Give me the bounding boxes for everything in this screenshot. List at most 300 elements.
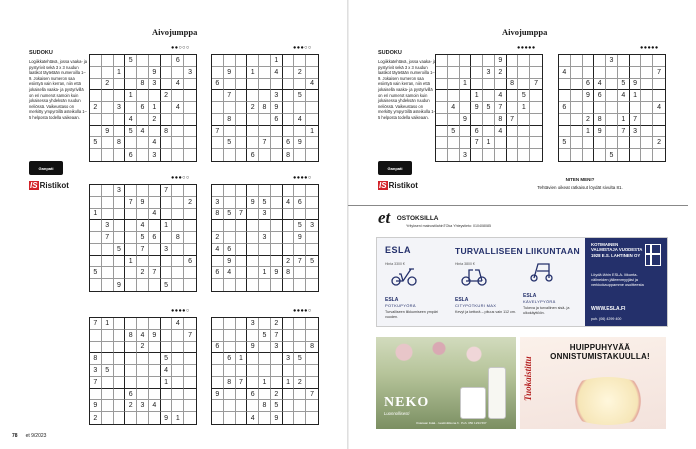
sudoku-cell bbox=[247, 353, 259, 365]
rollator-icon bbox=[529, 262, 555, 282]
sudoku-grid bbox=[211, 317, 319, 425]
sudoku-cell bbox=[259, 114, 271, 126]
sudoku-cell bbox=[294, 102, 306, 114]
sudoku-cell: 9 bbox=[224, 67, 236, 79]
product-price: Hinta 3300 € bbox=[385, 262, 405, 266]
sudoku-cell bbox=[236, 232, 248, 244]
sudoku-cell: 1 bbox=[236, 353, 248, 365]
sudoku-cell bbox=[172, 377, 184, 389]
product-price: Hinta 3800 € bbox=[455, 262, 475, 266]
sudoku-cell bbox=[247, 377, 259, 389]
sudoku-cell: 9 bbox=[247, 197, 259, 209]
sudoku-cell: 1 bbox=[460, 79, 472, 91]
sudoku-cell: 9 bbox=[212, 389, 224, 401]
sudoku-cell bbox=[641, 67, 653, 79]
sudoku-cell bbox=[102, 90, 114, 102]
sudoku-cell: 4 bbox=[149, 209, 161, 221]
sudoku-cell bbox=[306, 67, 318, 79]
sudoku-cell bbox=[630, 67, 642, 79]
sudoku-cell bbox=[172, 400, 184, 412]
sudoku-cell bbox=[283, 389, 295, 401]
sudoku-cell bbox=[259, 149, 271, 161]
sudoku-cell: 9 bbox=[271, 412, 283, 424]
sudoku-cell: 3 bbox=[460, 149, 472, 161]
cake-image bbox=[560, 377, 656, 425]
sudoku-cell bbox=[149, 412, 161, 424]
sudoku-cell: 9 bbox=[224, 256, 236, 268]
sudoku-cell: 7 bbox=[507, 114, 519, 126]
sudoku-cell: 5 bbox=[271, 400, 283, 412]
sudoku-cell bbox=[483, 126, 495, 138]
sudoku-cell bbox=[137, 256, 149, 268]
sudoku-cell: 6 bbox=[184, 256, 196, 268]
sudoku-cell: 3 bbox=[114, 185, 126, 197]
sudoku-cell bbox=[271, 137, 283, 149]
sudoku-cell: 7 bbox=[90, 318, 102, 330]
sudoku-cell: 4 bbox=[559, 67, 571, 79]
sudoku-cell bbox=[641, 55, 653, 67]
sudoku-cell bbox=[212, 353, 224, 365]
sudoku-cell bbox=[306, 353, 318, 365]
sudoku-cell bbox=[224, 149, 236, 161]
sudoku-cell bbox=[224, 79, 236, 91]
sudoku-cell bbox=[271, 220, 283, 232]
sudoku-cell bbox=[236, 90, 248, 102]
sudoku-grid bbox=[89, 317, 197, 425]
left-sudoku-text: Logiikkatehtävä, jossa vaaka- ja pystyrivit sekä 3 x 3 ruudun laatikot täytetään numeroilla 1–9. Jokaisen numeron saa esiintyä vain kerran, niin että jokaisella vaaka- ja pystyrivillä on eri numerot samoin kuin jokaisessa yhdeksän ruudun neliössä. Vaikeustaso on merkitty ympyröillä asteikolla 1–5 helposta todella vaikeaan. bbox=[29, 59, 88, 120]
sudoku-cell bbox=[306, 279, 318, 291]
sudoku-cell: 6 bbox=[294, 197, 306, 209]
sudoku-cell: 4 bbox=[125, 114, 137, 126]
sudoku-cell: 5 bbox=[224, 209, 236, 221]
ristikot-text: Ristikot bbox=[39, 181, 69, 190]
sudoku-cell bbox=[594, 149, 606, 161]
sudoku-cell bbox=[172, 256, 184, 268]
sudoku-cell bbox=[247, 244, 259, 256]
esla-product-1 bbox=[385, 262, 447, 319]
sudoku-cell: 2 bbox=[271, 318, 283, 330]
sudoku-cell bbox=[283, 279, 295, 291]
sudoku-cell: 4 bbox=[224, 267, 236, 279]
sudoku-cell bbox=[90, 79, 102, 91]
sudoku-cell bbox=[236, 330, 248, 342]
sudoku-cell bbox=[618, 137, 630, 149]
sudoku-cell bbox=[294, 279, 306, 291]
sudoku-cell bbox=[247, 330, 259, 342]
sudoku-cell: 5 bbox=[294, 220, 306, 232]
sudoku-cell bbox=[507, 149, 519, 161]
sudoku-cell bbox=[212, 365, 224, 377]
sudoku-cell: 4 bbox=[137, 220, 149, 232]
sudoku-cell bbox=[306, 365, 318, 377]
sudoku-cell bbox=[294, 412, 306, 424]
sudoku-cell bbox=[236, 279, 248, 291]
sudoku-cell: 6 bbox=[471, 126, 483, 138]
sudoku-cell: 8 bbox=[495, 114, 507, 126]
sudoku-cell: 3 bbox=[212, 197, 224, 209]
sudoku-cell bbox=[125, 279, 137, 291]
sudoku-cell: 9 bbox=[583, 90, 595, 102]
right-sudoku-instructions bbox=[378, 50, 438, 121]
sudoku-cell: 7 bbox=[236, 209, 248, 221]
sudoku-cell bbox=[259, 220, 271, 232]
sudoku-cell bbox=[172, 126, 184, 138]
sudoku-cell bbox=[114, 389, 126, 401]
sudoku-cell bbox=[114, 232, 126, 244]
sudoku-cell bbox=[271, 365, 283, 377]
sudoku-cell bbox=[114, 114, 126, 126]
sudoku-cell: 3 bbox=[137, 400, 149, 412]
sudoku-puzzle-6 bbox=[211, 308, 319, 425]
sudoku-cell bbox=[212, 185, 224, 197]
sudoku-grid bbox=[435, 54, 543, 162]
sudoku-cell bbox=[184, 185, 196, 197]
sudoku-cell bbox=[184, 244, 196, 256]
esla-slogan: TURVALLISEEN LIIKUNTAAN bbox=[455, 246, 580, 256]
sudoku-cell bbox=[294, 149, 306, 161]
sudoku-cell bbox=[102, 342, 114, 354]
sudoku-cell bbox=[571, 90, 583, 102]
sudoku-cell bbox=[125, 185, 137, 197]
page-footer bbox=[12, 433, 46, 439]
left-publisher-logo: Ganpati bbox=[29, 161, 63, 175]
sudoku-cell bbox=[630, 137, 642, 149]
sudoku-cell bbox=[259, 126, 271, 138]
difficulty-rating: ●●●●● bbox=[517, 45, 536, 51]
sudoku-cell: 4 bbox=[495, 126, 507, 138]
sudoku-cell bbox=[102, 353, 114, 365]
neko-ad[interactable] bbox=[376, 337, 516, 429]
sudoku-cell bbox=[149, 256, 161, 268]
sudoku-cell: 1 bbox=[259, 267, 271, 279]
sudoku-cell bbox=[137, 412, 149, 424]
esla-phone: puh. (06) 4299 400 bbox=[591, 317, 622, 321]
sudoku-cell: 6 bbox=[125, 389, 137, 401]
sudoku-cell bbox=[641, 137, 653, 149]
sudoku-cell bbox=[436, 55, 448, 67]
sudoku-cell bbox=[436, 137, 448, 149]
sudoku-cell bbox=[149, 244, 161, 256]
sudoku-cell bbox=[641, 102, 653, 114]
sudoku-cell bbox=[161, 318, 173, 330]
sudoku-cell bbox=[518, 137, 530, 149]
sudoku-cell bbox=[102, 377, 114, 389]
sudoku-cell bbox=[90, 126, 102, 138]
sudoku-cell bbox=[125, 267, 137, 279]
sudoku-cell: 6 bbox=[137, 102, 149, 114]
sudoku-cell: 6 bbox=[224, 244, 236, 256]
sudoku-cell bbox=[114, 149, 126, 161]
sudoku-cell bbox=[583, 149, 595, 161]
sudoku-cell bbox=[236, 126, 248, 138]
sudoku-cell bbox=[149, 126, 161, 138]
sudoku-cell: 2 bbox=[137, 342, 149, 354]
sudoku-cell bbox=[641, 90, 653, 102]
sudoku-cell: 2 bbox=[137, 267, 149, 279]
answers-text: Tehtävien oikeat ratkaisut löydät sivulta 81. bbox=[537, 185, 623, 190]
product-desc: Tukeva ja turvallinen sisä- ja ulkokäyttöön. bbox=[523, 306, 570, 315]
sudoku-cell bbox=[294, 342, 306, 354]
sudoku-cell bbox=[283, 342, 295, 354]
sudoku-cell bbox=[518, 114, 530, 126]
sudoku-cell: 5 bbox=[259, 330, 271, 342]
sudoku-cell: 8 bbox=[306, 342, 318, 354]
sudoku-cell: 2 bbox=[247, 102, 259, 114]
sudoku-cell bbox=[161, 79, 173, 91]
sudoku-cell bbox=[224, 389, 236, 401]
sudoku-cell bbox=[653, 114, 665, 126]
sudoku-cell: 4 bbox=[294, 114, 306, 126]
sudoku-cell: 9 bbox=[495, 55, 507, 67]
sudoku-cell: 9 bbox=[102, 126, 114, 138]
sudoku-cell bbox=[125, 318, 137, 330]
sudoku-cell bbox=[102, 256, 114, 268]
sudoku-cell bbox=[294, 267, 306, 279]
sudoku-cell: 7 bbox=[102, 232, 114, 244]
sudoku-cell: 2 bbox=[161, 90, 173, 102]
sudoku-cell bbox=[184, 342, 196, 354]
sudoku-cell bbox=[172, 389, 184, 401]
sudoku-cell: 3 bbox=[259, 232, 271, 244]
sudoku-cell bbox=[271, 149, 283, 161]
sudoku-cell bbox=[236, 342, 248, 354]
sudoku-cell bbox=[294, 330, 306, 342]
sudoku-cell bbox=[149, 365, 161, 377]
sudoku-cell: 6 bbox=[583, 79, 595, 91]
sudoku-cell: 6 bbox=[224, 353, 236, 365]
sudoku-cell bbox=[184, 365, 196, 377]
sudoku-cell bbox=[259, 244, 271, 256]
sudoku-cell bbox=[149, 377, 161, 389]
sudoku-cell bbox=[583, 137, 595, 149]
sudoku-cell bbox=[606, 79, 618, 91]
sudoku-cell bbox=[283, 209, 295, 221]
difficulty-rating: ●●●○○ bbox=[293, 45, 312, 51]
sudoku-cell: 7 bbox=[618, 126, 630, 138]
sudoku-cell bbox=[283, 330, 295, 342]
sudoku-cell bbox=[184, 90, 196, 102]
sudoku-cell bbox=[102, 137, 114, 149]
esla-product-3 bbox=[523, 262, 585, 315]
sudoku-cell bbox=[125, 342, 137, 354]
sudoku-cell: 1 bbox=[471, 90, 483, 102]
sudoku-cell: 5 bbox=[161, 353, 173, 365]
sudoku-cell: 1 bbox=[630, 90, 642, 102]
sudoku-cell bbox=[137, 209, 149, 221]
sudoku-cell: 8 bbox=[224, 377, 236, 389]
sudoku-cell bbox=[518, 55, 530, 67]
sudoku-cell bbox=[102, 412, 114, 424]
sudoku-cell bbox=[114, 412, 126, 424]
product-name: ESLA bbox=[523, 293, 537, 299]
sudoku-cell bbox=[236, 389, 248, 401]
sudoku-cell bbox=[90, 114, 102, 126]
sudoku-cell bbox=[641, 126, 653, 138]
sudoku-cell: 8 bbox=[259, 400, 271, 412]
sudoku-cell: 3 bbox=[149, 149, 161, 161]
sudoku-cell bbox=[184, 377, 196, 389]
sudoku-cell bbox=[212, 114, 224, 126]
sudoku-cell: 4 bbox=[271, 67, 283, 79]
sudoku-cell: 6 bbox=[247, 389, 259, 401]
sudoku-cell bbox=[114, 256, 126, 268]
sudoku-cell bbox=[125, 353, 137, 365]
sudoku-cell: 1 bbox=[125, 256, 137, 268]
sudoku-cell bbox=[594, 137, 606, 149]
esla-website[interactable]: WWW.ESLA.FI bbox=[591, 306, 626, 312]
sudoku-cell bbox=[236, 137, 248, 149]
sudoku-cell: 7 bbox=[294, 256, 306, 268]
sudoku-cell bbox=[306, 318, 318, 330]
sudoku-cell: 4 bbox=[495, 90, 507, 102]
sudoku-cell bbox=[271, 126, 283, 138]
sudoku-cell: 9 bbox=[594, 126, 606, 138]
sudoku-cell bbox=[114, 90, 126, 102]
sudoku-cell bbox=[212, 137, 224, 149]
sudoku-cell bbox=[606, 137, 618, 149]
product-name: ESLA bbox=[455, 297, 469, 303]
sudoku-cell bbox=[259, 55, 271, 67]
sudoku-cell bbox=[306, 377, 318, 389]
sudoku-cell: 5 bbox=[114, 244, 126, 256]
sudoku-cell: 2 bbox=[283, 256, 295, 268]
sudoku-cell bbox=[184, 389, 196, 401]
sudoku-cell bbox=[224, 365, 236, 377]
esla-ad[interactable] bbox=[376, 237, 668, 327]
sudoku-cell bbox=[102, 389, 114, 401]
sudoku-cell bbox=[172, 353, 184, 365]
sudoku-cell bbox=[283, 244, 295, 256]
sudoku-cell bbox=[606, 126, 618, 138]
sudoku-cell bbox=[247, 79, 259, 91]
sudoku-cell bbox=[90, 342, 102, 354]
sudoku-cell: 6 bbox=[247, 149, 259, 161]
sudoku-cell: 5 bbox=[90, 137, 102, 149]
sudoku-cell bbox=[125, 67, 137, 79]
sudoku-cell bbox=[212, 412, 224, 424]
sudoku-cell: 4 bbox=[172, 102, 184, 114]
sudoku-cell bbox=[259, 353, 271, 365]
sudoku-cell bbox=[212, 400, 224, 412]
sudoku-cell bbox=[530, 126, 542, 138]
sudoku-cell bbox=[306, 55, 318, 67]
sudoku-cell: 3 bbox=[483, 67, 495, 79]
sudoku-cell bbox=[236, 412, 248, 424]
sudoku-cell bbox=[149, 90, 161, 102]
sudoku-cell bbox=[653, 79, 665, 91]
sudoku-cell bbox=[483, 55, 495, 67]
sudoku-cell: 2 bbox=[294, 377, 306, 389]
esla-brand: ESLA bbox=[385, 245, 412, 255]
sudoku-cell: 1 bbox=[583, 126, 595, 138]
sudoku-cell bbox=[212, 90, 224, 102]
sudoku-cell: 9 bbox=[294, 137, 306, 149]
sudoku-cell bbox=[161, 114, 173, 126]
sudoku-cell bbox=[125, 232, 137, 244]
sudoku-cell: 6 bbox=[594, 90, 606, 102]
sudoku-cell bbox=[271, 244, 283, 256]
sudoku-cell bbox=[172, 197, 184, 209]
sudoku-cell: 8 bbox=[594, 114, 606, 126]
sudoku-cell bbox=[102, 67, 114, 79]
product-name: ESLA bbox=[385, 297, 399, 303]
sudoku-cell: 2 bbox=[583, 114, 595, 126]
sudoku-cell bbox=[618, 67, 630, 79]
sudoku-cell bbox=[306, 197, 318, 209]
sudoku-cell bbox=[571, 137, 583, 149]
sudoku-cell bbox=[184, 55, 196, 67]
sudoku-cell bbox=[184, 267, 196, 279]
page-fold bbox=[347, 0, 349, 449]
sudoku-cell bbox=[184, 400, 196, 412]
sudoku-cell bbox=[212, 102, 224, 114]
sudoku-cell bbox=[271, 353, 283, 365]
right-sudoku-text: Logiikkatehtävä, jossa vaaka- ja pystyrivit sekä 3 x 3 ruudun laatikot täytetään numeroilla 1–9. Jokaisen numeron saa esiintyä vain kerran, niin että jokaisella vaaka- ja pystyrivillä on eri numerot samoin kuin jokaisessa yhdeksän ruudun neliössä. Vaikeustaso on merkitty ympyröillä asteikolla 1–5 helposta todella vaikeaan. bbox=[378, 59, 437, 120]
sudoku-cell: 1 bbox=[618, 114, 630, 126]
sudoku-cell bbox=[161, 55, 173, 67]
sudoku-cell bbox=[641, 79, 653, 91]
sudoku-cell bbox=[172, 209, 184, 221]
cake-ad[interactable] bbox=[520, 337, 666, 429]
sudoku-cell bbox=[294, 318, 306, 330]
sudoku-cell bbox=[114, 353, 126, 365]
esla-product-2 bbox=[455, 262, 517, 315]
sudoku-cell bbox=[224, 279, 236, 291]
sudoku-cell bbox=[618, 102, 630, 114]
sudoku-cell bbox=[212, 330, 224, 342]
sudoku-grid bbox=[211, 184, 319, 292]
sudoku-cell: 4 bbox=[137, 330, 149, 342]
ostoksilla-header bbox=[378, 208, 678, 228]
sudoku-cell: 5 bbox=[448, 126, 460, 138]
sudoku-cell bbox=[161, 267, 173, 279]
sudoku-cell bbox=[507, 126, 519, 138]
esla-info-box bbox=[585, 238, 667, 326]
sudoku-cell bbox=[653, 55, 665, 67]
sudoku-cell: 5 bbox=[306, 256, 318, 268]
sudoku-cell bbox=[224, 185, 236, 197]
sudoku-cell bbox=[236, 102, 248, 114]
sudoku-cell: 1 bbox=[271, 55, 283, 67]
sudoku-cell bbox=[530, 149, 542, 161]
sudoku-cell: 3 bbox=[283, 353, 295, 365]
sudoku-cell bbox=[184, 232, 196, 244]
sudoku-cell bbox=[125, 102, 137, 114]
sudoku-cell bbox=[606, 67, 618, 79]
sudoku-cell bbox=[283, 365, 295, 377]
sudoku-cell: 2 bbox=[271, 389, 283, 401]
sudoku-cell bbox=[306, 149, 318, 161]
sudoku-cell: 7 bbox=[471, 137, 483, 149]
issue-label: et 9/2023 bbox=[25, 433, 47, 439]
sudoku-cell bbox=[161, 197, 173, 209]
sudoku-cell: 4 bbox=[283, 197, 295, 209]
sudoku-cell: 7 bbox=[630, 114, 642, 126]
sudoku-cell bbox=[184, 137, 196, 149]
sudoku-cell bbox=[247, 185, 259, 197]
sudoku-cell: 3 bbox=[102, 220, 114, 232]
cake-ad-message: HUIPPUHYVÄÄ ONNISTUMISTAKUULLA! bbox=[550, 343, 650, 361]
sudoku-cell bbox=[653, 126, 665, 138]
sudoku-cell bbox=[594, 102, 606, 114]
sudoku-cell bbox=[161, 102, 173, 114]
sudoku-cell bbox=[236, 79, 248, 91]
sudoku-cell bbox=[172, 90, 184, 102]
sudoku-cell bbox=[102, 55, 114, 67]
sudoku-cell: 8 bbox=[137, 79, 149, 91]
sudoku-cell bbox=[283, 232, 295, 244]
sudoku-cell bbox=[606, 114, 618, 126]
